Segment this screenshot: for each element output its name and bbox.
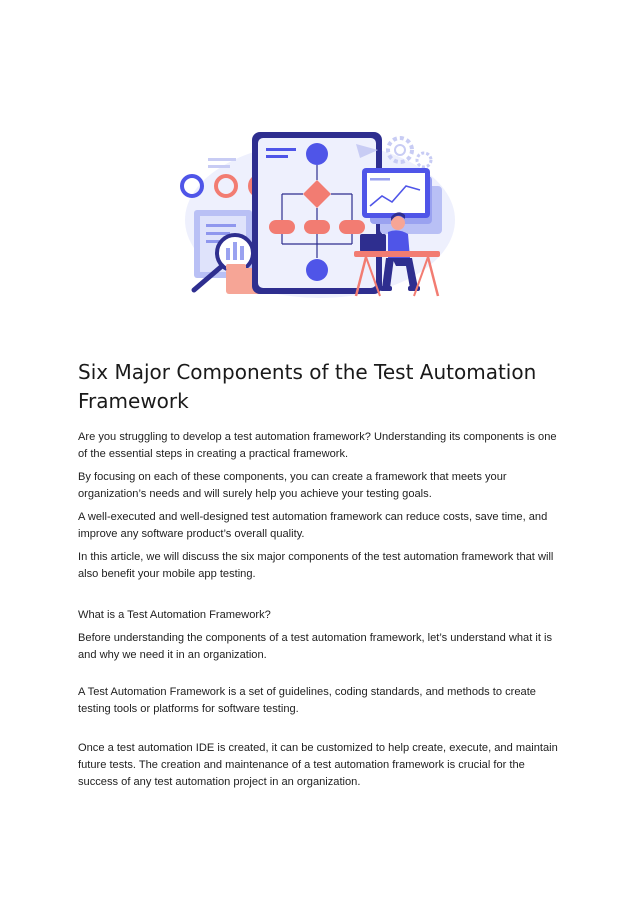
- hero-illustration: [170, 120, 470, 310]
- intro-paragraph-2: By focusing on each of these components, you can create a framework that meets your organization’s needs and will surely help you achieve your testing goals.: [78, 471, 507, 500]
- intro-paragraph-3: A well-executed and well-designed test automation framework can reduce costs, save time, and improve any software product’s overall quality.: [78, 511, 548, 540]
- section-paragraph-1: Before understanding the components of a test automation framework, let’s understand what it is and why we need it in an organization.: [78, 632, 553, 661]
- intro-paragraph-1: Are you struggling to develop a test automation framework? Understanding its components is one of the essential steps in creating a practical framework.: [78, 431, 557, 460]
- intro-paragraph-4: In this article, we will discuss the six major components of the test automation framework that will also benefit your mobile app testing.: [78, 551, 554, 580]
- test-automation-flowchart-illustration: [170, 120, 470, 310]
- section-heading: What is a Test Automation Framework?: [78, 609, 271, 621]
- section-paragraph-3: Once a test automation IDE is created, it can be customized to help create, execute, and maintain future tests. The creation and maintenance of a test automation framework is crucial for the success of any test automation project in an organization.: [78, 742, 558, 788]
- article: [78, 358, 563, 797]
- section-paragraph-2: A Test Automation Framework is a set of guidelines, coding standards, and methods to create testing tools or platforms for software testing.: [78, 686, 536, 715]
- article-title: Six Major Components of the Test Automation Framework: [78, 360, 537, 413]
